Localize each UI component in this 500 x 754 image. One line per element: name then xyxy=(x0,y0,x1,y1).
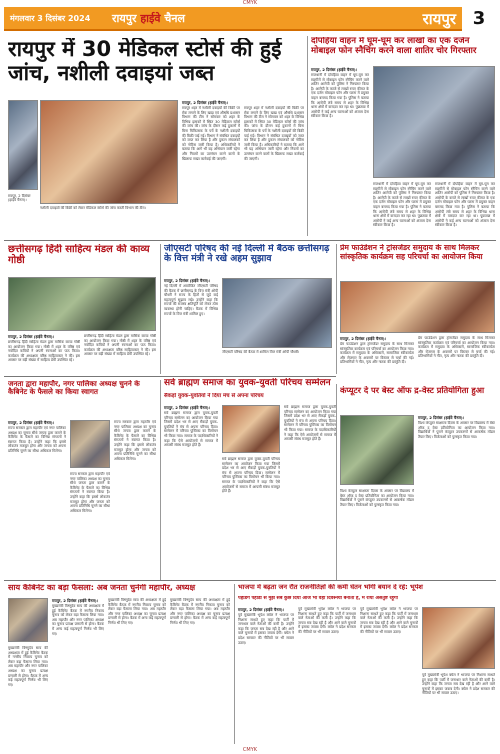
bjp-body-col1: पूर्व मुख्यमंत्री भूपेश बघेल ने भाजपा पर निशाना साधते हुए कहा कि पार्टी में जनाधार वाले नेताओं की कमी है। उन्होंने कहा कि जनता सब देख रही है और आने वाले चुनावों में इसका जवाब देगी। बघेल ने प्रदेश सरकार की नीतियों पर भी सवाल उठाए। xyxy=(238,613,294,645)
mobile-thief-body-col2: राजधानी में दोपहिया वाहन में घूम-घूम कर राहगीरों से मोबाइल फोन स्नैचिंग करने वाले शातिर आरोपी को पुलिस ने गिरफ्तार किया है। आरोपी के कब्जे से लाखों रुपए कीमत के एक दर्जन मोबाइल फोन और घटना में प्रयुक्त वाहन बरामद किया गया है। पुलिस ने बताया कि आरोपी लंबे समय से शहर के विभिन्न थाना क्षेत्रों में वारदात कर रहा था। पूछताछ में आरोपी ने कई अन्य घटनाओं को अंजाम देना स्वीकार किया है। xyxy=(373,182,431,228)
computer-expo-byline: रायपुर, 2 दिसंबर (हाईवे चैनल)। xyxy=(418,415,465,420)
sahitya-body-col2: छत्तीसगढ़ हिंदी साहित्य मंडल द्वारा मासिक काव्य गोष्ठी का आयोजन किया गया। गोष्ठी में शहर के वरिष्ठ एवं नवोदित कवियों ने अपनी रचनाओं का पाठ किया। कार्यक्रम की अध्यक्षता वरिष्ठ साहित्यकार ने की। इस अवसर पर बड़ी संख्या में साहित्य प्रेमी उपस्थित रहे। xyxy=(84,334,156,357)
bjp-body-col3: पूर्व मुख्यमंत्री भूपेश बघेल ने भाजपा पर निशाना साधते हुए कहा कि पार्टी में जनाधार वाले नेताओं की कमी है। उन्होंने कहा कि जनता सब देख रही है और आने वाले चुनावों में इसका जवाब देगी। बघेल ने प्रदेश सरकार की नीतियों पर भी सवाल उठाए। xyxy=(360,607,418,634)
lead-photo-caption: नशीली दवाइयों की बिक्री को लेकर मेडिकल स्टोर्स की जांच करती विभाग की टीम। xyxy=(40,206,146,210)
gst-caption: जीएसटी परिषद की बैठक में शामिल वित्त मंत्री ओपी चौधरी। xyxy=(222,350,300,354)
lead-photo-officer xyxy=(8,100,38,190)
column-rule xyxy=(234,584,235,744)
gst-byline: रायपुर, 2 दिसंबर (हाईवे चैनल)। xyxy=(164,278,211,283)
publication-name xyxy=(112,11,185,26)
bjp-body-col4: पूर्व मुख्यमंत्री भूपेश बघेल ने भाजपा पर निशाना साधते हुए कहा कि पार्टी में जनाधार वाले नेताओं की कमी है। उन्होंने कहा कि जनता सब देख रही है और आने वाले चुनावों में इसका जवाब देगी। बघेल ने प्रदेश सरकार की नीतियों पर भी सवाल उठाए। xyxy=(422,673,495,696)
janata-body-col2: राज्य सरकार द्वारा महापौर एवं नगर पालिका अध्यक्ष का चुनाव सीधे जनता द्वारा कराने के कैबिनेट के फैसले का विभिन्न संगठनों ने स्वागत किया है। उन्होंने कहा कि इससे लोकतंत्र मजबूत होगा और जनता को अपना प्रतिनिधि चुनने का सीधा अधिकार मिलेगा। xyxy=(70,472,110,513)
cabinet-body-col2: मुख्यमंत्री विष्णुदेव साय की अध्यक्षता में हुई कैबिनेट बैठक में नगरीय निकाय चुनाव को लेकर बड़ा फैसला लिया गया। अब महापौर और नगर पालिका अध्यक्ष का चुनाव प्रत्यक्ष प्रणाली से होगा। बैठक में अन्य कई महत्वपूर्ण निर्णय भी लिए गए। xyxy=(108,598,166,625)
cabinet-body-col1: मुख्यमंत्री विष्णुदेव साय की अध्यक्षता में हुई कैबिनेट बैठक में नगरीय निकाय चुनाव को लेकर बड़ा फैसला लिया गया। अब महापौर और नगर पालिका अध्यक्ष का चुनाव प्रत्यक्ष प्रणाली से होगा। बैठक में अन्य कई महत्वपूर्ण निर्णय भी लिए गए। xyxy=(52,604,104,636)
lead-photo-caption-left: रायपुर, 2 दिसंबर (हाईवे चैनल)। xyxy=(8,194,31,203)
bjp-photo-portrait xyxy=(422,607,495,669)
cmyk-mark-top: CMYK xyxy=(242,0,258,6)
computer-expo-body-col2: विश्व कंप्यूटर साक्षरता दिवस के अवसर पर विद्यालय में बेस्ट ऑफ द वेस्ट प्रतियोगिता का आयोजन किया गया। विद्यार्थियों ने पुराने कंप्यूटर उपकरणों से आकर्षक मॉडल तैयार किए। विजेताओं को पुरस्कृत किया गया। xyxy=(418,421,495,439)
lead-headline: रायपुर में 30 मेडिकल स्टोर्स की हुई जांच, नशीली दवाइयां जब्त xyxy=(8,38,282,85)
computer-expo-body-col1: विश्व कंप्यूटर साक्षरता दिवस के अवसर पर विद्यालय में बेस्ट ऑफ द वेस्ट प्रतियोगिता का आयोजन किया गया। विद्यार्थियों ने पुराने कंप्यूटर उपकरणों से आकर्षक मॉडल तैयार किए। विजेताओं को पुरस्कृत किया गया। xyxy=(340,489,414,507)
sahitya-headline: छत्तीसगढ़ हिंदी साहित्य मंडल की काव्य गोष्ठी xyxy=(8,244,150,267)
publication-name-a: हाईवे xyxy=(140,12,161,25)
column-rule xyxy=(160,244,161,374)
brahmin-photo xyxy=(222,405,280,453)
bjp-byline: रायपुर, 2 दिसंबर (हाईवे चैनल)। xyxy=(238,607,285,612)
city-section-title: रायपुर xyxy=(422,10,456,28)
column-rule xyxy=(336,384,337,580)
lead-body-col2: रायपुर शहर में नशीली दवाइयों की बिक्री पर रोक लगाने के लिए खाद्य एवं औषधि प्रशासन विभाग की टीम ने सोमवार को शहर के विभिन्न इलाकों में स्थित 30 मेडिकल स्टोर्स की जांच की। जांच के दौरान कई दुकानों में बिना चिकित्सक के पर्चे के नशीली दवाइयों की बिक्री पाई गई। विभाग ने संबंधित दवाइयों को जब्त कर लिया है और दुकान संचालकों को नोटिस जारी किया है। अधिकारियों ने बताया कि आगे भी यह अभियान जारी रहेगा और नियमों का उल्लंघन करने वालों के खिलाफ सख्त कार्रवाई की जाएगी। xyxy=(244,106,304,161)
janata-body-col1: राज्य सरकार द्वारा महापौर एवं नगर पालिका अध्यक्ष का चुनाव सीधे जनता द्वारा कराने के कैबिनेट के फैसले का विभिन्न संगठनों ने स्वागत किया है। उन्होंने कहा कि इससे लोकतंत्र मजबूत होगा और जनता को अपना प्रतिनिधि चुनने का सीधा अधिकार मिलेगा। xyxy=(8,426,66,453)
brahmin-body-col2: सर्व ब्राह्मण समाज द्वारा युवक-युवती परिचय सम्मेलन का आयोजन किया गया जिसमें प्रदेश भर से आए सैकड़ों युवक-युवतियों ने मंच से अपना परिचय दिया। सम्मेलन में परिचय पुस्तिका का विमोचन भी किया गया। समाज के पदाधिकारियों ने कहा कि ऐसे आयोजनों से समाज में आपसी संबंध मजबूत होते हैं। xyxy=(222,457,280,494)
prem-foundation-headline: प्रेम फाउंडेशन ने ट्रांसजेंडर समुदाय के साथ मिलकर सांस्कृतिक कार्यक्रम सह परिचर्चा का आयोजन किया xyxy=(340,244,483,261)
janata-photo-portrait xyxy=(70,420,110,468)
prem-foundation-photo xyxy=(340,281,495,333)
column-rule xyxy=(336,244,337,374)
janata-byline: रायपुर, 2 दिसंबर (हाईवे चैनल)। xyxy=(8,420,55,425)
prem-foundation-body-col2: प्रेम फाउंडेशन द्वारा ट्रांसजेंडर समुदाय के साथ मिलकर सांस्कृतिक कार्यक्रम एवं परिचर्चा का आयोजन किया गया। कार्यक्रम में समुदाय के अधिकारों, सामाजिक स्वीकार्यता और रोजगार के अवसरों पर विस्तार से चर्चा की गई। प्रतिभागियों ने गीत, नृत्य और नाटक की प्रस्तुति दी। xyxy=(418,336,495,359)
lead-body-col1: रायपुर शहर में नशीली दवाइयों की बिक्री पर रोक लगाने के लिए खाद्य एवं औषधि प्रशासन विभाग की टीम ने सोमवार को शहर के विभिन्न इलाकों में स्थित 30 मेडिकल स्टोर्स की जांच की। जांच के दौरान कई दुकानों में बिना चिकित्सक के पर्चे के नशीली दवाइयों की बिक्री पाई गई। विभाग ने संबंधित दवाइयों को जब्त कर लिया है और दुकान संचालकों को नोटिस जारी किया है। अधिकारियों ने बताया कि आगे भी यह अभियान जारी रहेगा और नियमों का उल्लंघन करने वालों के खिलाफ सख्त कार्रवाई की जाएगी। xyxy=(182,106,240,161)
cabinet-photo-portrait xyxy=(8,598,48,642)
brahmin-body-col3: सर्व ब्राह्मण समाज द्वारा युवक-युवती परिचय सम्मेलन का आयोजन किया गया जिसमें प्रदेश भर से आए सैकड़ों युवक-युवतियों ने मंच से अपना परिचय दिया। सम्मेलन में परिचय पुस्तिका का विमोचन भी किया गया। समाज के पदाधिकारियों ने कहा कि ऐसे आयोजनों से समाज में आपसी संबंध मजबूत होते हैं। xyxy=(284,405,336,442)
bjp-headline: भाजपा में बढ़ता जन रौत राजनीतिज्ञों की कमी घेतन भोगी बयान दे रहे: भूपेश xyxy=(238,584,423,591)
issue-date: मंगलवार 3 दिसंबर 2024 xyxy=(10,14,91,23)
gst-photo xyxy=(222,278,332,348)
page-header-bar xyxy=(4,7,496,31)
brahmin-headline: सर्व ब्राह्मण समाज का युवक-युवती परिचय सम्मेलन xyxy=(164,378,331,388)
gst-body-col1: नई दिल्ली में आयोजित जीएसटी परिषद की बैठक में छत्तीसगढ़ के वित्त मंत्री ओपी चौधरी ने राज्य के हितों से जुड़े कई महत्वपूर्ण सुझाव रखे। उन्होंने कहा कि राज्यों की राजस्व क्षतिपूर्ति को लेकर ठोस व्यवस्था होनी चाहिए। बैठक में विभिन्न राज्यों के वित्त मंत्री शामिल हुए। xyxy=(164,284,218,316)
lead-byline: रायपुर, 2 दिसंबर (हाईवे चैनल)। xyxy=(182,100,229,105)
cabinet-body-col0: मुख्यमंत्री विष्णुदेव साय की अध्यक्षता में हुई कैबिनेट बैठक में नगरीय निकाय चुनाव को लेकर बड़ा फैसला लिया गया। अब महापौर और नगर पालिका अध्यक्ष का चुनाव प्रत्यक्ष प्रणाली से होगा। बैठक में अन्य कई महत्वपूर्ण निर्णय भी लिए गए। xyxy=(8,646,48,687)
bjp-subheadline: पहांडंग पहांडी से मुझे सब कुछ दिया आज भी वही दिवस्नेयों बनाती है, मैं रायी असंतुष्ट रहूंगा xyxy=(238,596,398,601)
mobile-thief-headline: दोपहिया वाहन में घूम-घूम कर लाखों का एक दर्जन मोबाइल फोन स्नैचिंग करने वाला शातिर चोर गिरफ्तार xyxy=(311,37,477,56)
brahmin-subheadline: सैकड़ों युवक-युवतियों ने दिया मंच से अपना परिचय xyxy=(164,393,264,399)
publication-name-b: चैनल xyxy=(164,12,185,25)
mobile-thief-body-col3: राजधानी में दोपहिया वाहन में घूम-घूम कर राहगीरों से मोबाइल फोन स्नैचिंग करने वाले शातिर आरोपी को पुलिस ने गिरफ्तार किया है। आरोपी के कब्जे से लाखों रुपए कीमत के एक दर्जन मोबाइल फोन और घटना में प्रयुक्त वाहन बरामद किया गया है। पुलिस ने बताया कि आरोपी लंबे समय से शहर के विभिन्न थाना क्षेत्रों में वारदात कर रहा था। पूछताछ में आरोपी ने कई अन्य घटनाओं को अंजाम देना स्वीकार किया है। xyxy=(435,182,495,228)
prem-foundation-body-col1: प्रेम फाउंडेशन द्वारा ट्रांसजेंडर समुदाय के साथ मिलकर सांस्कृतिक कार्यक्रम एवं परिचर्चा का आयोजन किया गया। कार्यक्रम में समुदाय के अधिकारों, सामाजिक स्वीकार्यता और रोजगार के अवसरों पर विस्तार से चर्चा की गई। प्रतिभागियों ने गीत, नृत्य और नाटक की प्रस्तुति दी। xyxy=(340,342,414,365)
cabinet-body-col3: मुख्यमंत्री विष्णुदेव साय की अध्यक्षता में हुई कैबिनेट बैठक में नगरीय निकाय चुनाव को लेकर बड़ा फैसला लिया गया। अब महापौर और नगर पालिका अध्यक्ष का चुनाव प्रत्यक्ष प्रणाली से होगा। बैठक में अन्य कई महत्वपूर्ण निर्णय भी लिए गए। xyxy=(170,598,230,625)
publication-prefix: रायपुर xyxy=(112,12,137,25)
section-divider xyxy=(4,376,336,377)
column-rule xyxy=(160,380,161,580)
mobile-thief-body-col1: राजधानी में दोपहिया वाहन में घूम-घूम कर राहगीरों से मोबाइल फोन स्नैचिंग करने वाले शातिर आरोपी को पुलिस ने गिरफ्तार किया है। आरोपी के कब्जे से लाखों रुपए कीमत के एक दर्जन मोबाइल फोन और घटना में प्रयुक्त वाहन बरामद किया गया है। पुलिस ने बताया कि आरोपी लंबे समय से शहर के विभिन्न थाना क्षेत्रों में वारदात कर रहा था। पूछताछ में आरोपी ने कई अन्य घटनाओं को अंजाम देना स्वीकार किया है। xyxy=(311,73,369,119)
computer-expo-photo xyxy=(340,415,414,485)
bjp-body-col2: पूर्व मुख्यमंत्री भूपेश बघेल ने भाजपा पर निशाना साधते हुए कहा कि पार्टी में जनाधार वाले नेताओं की कमी है। उन्होंने कहा कि जनता सब देख रही है और आने वाले चुनावों में इसका जवाब देगी। बघेल ने प्रदेश सरकार की नीतियों पर भी सवाल उठाए। xyxy=(298,607,356,634)
section-divider xyxy=(4,580,496,581)
sahitya-body-col1: छत्तीसगढ़ हिंदी साहित्य मंडल द्वारा मासिक काव्य गोष्ठी का आयोजन किया गया। गोष्ठी में शहर के वरिष्ठ एवं नवोदित कवियों ने अपनी रचनाओं का पाठ किया। कार्यक्रम की अध्यक्षता वरिष्ठ साहित्यकार ने की। इस अवसर पर बड़ी संख्या में साहित्य प्रेमी उपस्थित रहे। xyxy=(8,340,80,363)
brahmin-body-col1: सर्व ब्राह्मण समाज द्वारा युवक-युवती परिचय सम्मेलन का आयोजन किया गया जिसमें प्रदेश भर से आए सैकड़ों युवक-युवतियों ने मंच से अपना परिचय दिया। सम्मेलन में परिचय पुस्तिका का विमोचन भी किया गया। समाज के पदाधिकारियों ने कहा कि ऐसे आयोजनों से समाज में आपसी संबंध मजबूत होते हैं। xyxy=(164,411,218,448)
computer-expo-headline: कंप्यूटर दे पर बेस्ट ऑफ द्र-वेस्ट प्रतियोगिता हुआ xyxy=(340,386,485,395)
mobile-thief-byline: रायपुर, 2 दिसंबर (हाईवे चैनल)। xyxy=(311,67,358,72)
section-divider xyxy=(4,240,496,241)
lead-photo-store-inspection xyxy=(40,100,178,204)
mobile-thief-photo xyxy=(373,66,495,178)
sahitya-photo xyxy=(8,277,156,331)
janata-headline: जनता द्वारा महापौर, नगर पालिका अध्यक्ष चुनने के कैबिनेट के फैसले का किया स्वागत xyxy=(8,380,140,397)
column-rule xyxy=(307,36,308,236)
page-number: 3 xyxy=(462,7,496,31)
cabinet-byline: रायपुर, 2 दिसंबर (हाईवे चैनल)। xyxy=(52,598,99,603)
janata-body-col3: राज्य सरकार द्वारा महापौर एवं नगर पालिका अध्यक्ष का चुनाव सीधे जनता द्वारा कराने के कैबिनेट के फैसले का विभिन्न संगठनों ने स्वागत किया है। उन्होंने कहा कि इससे लोकतंत्र मजबूत होगा और जनता को अपना प्रतिनिधि चुनने का सीधा अधिकार मिलेगा। xyxy=(114,420,156,461)
prem-foundation-byline: रायपुर, 2 दिसंबर (हाईवे चैनल)। xyxy=(340,336,387,341)
cmyk-mark-bottom: CMYK xyxy=(242,747,258,753)
cabinet-headline: साय कैबिनेट का बड़ा फैसला: अब जनता चुनेगी महापौर, अध्यक्ष xyxy=(8,584,196,592)
brahmin-byline: रायपुर, 2 दिसंबर (हाईवे चैनल)। xyxy=(164,405,211,410)
gst-headline: जीएसटी परिषद की नई दिल्ली में बैठक छत्तीसगढ़ के वित्त मंत्री ने रखे अहम सुझाव xyxy=(164,244,330,265)
sahitya-byline: रायपुर, 2 दिसंबर (हाईवे चैनल)। xyxy=(8,334,55,339)
